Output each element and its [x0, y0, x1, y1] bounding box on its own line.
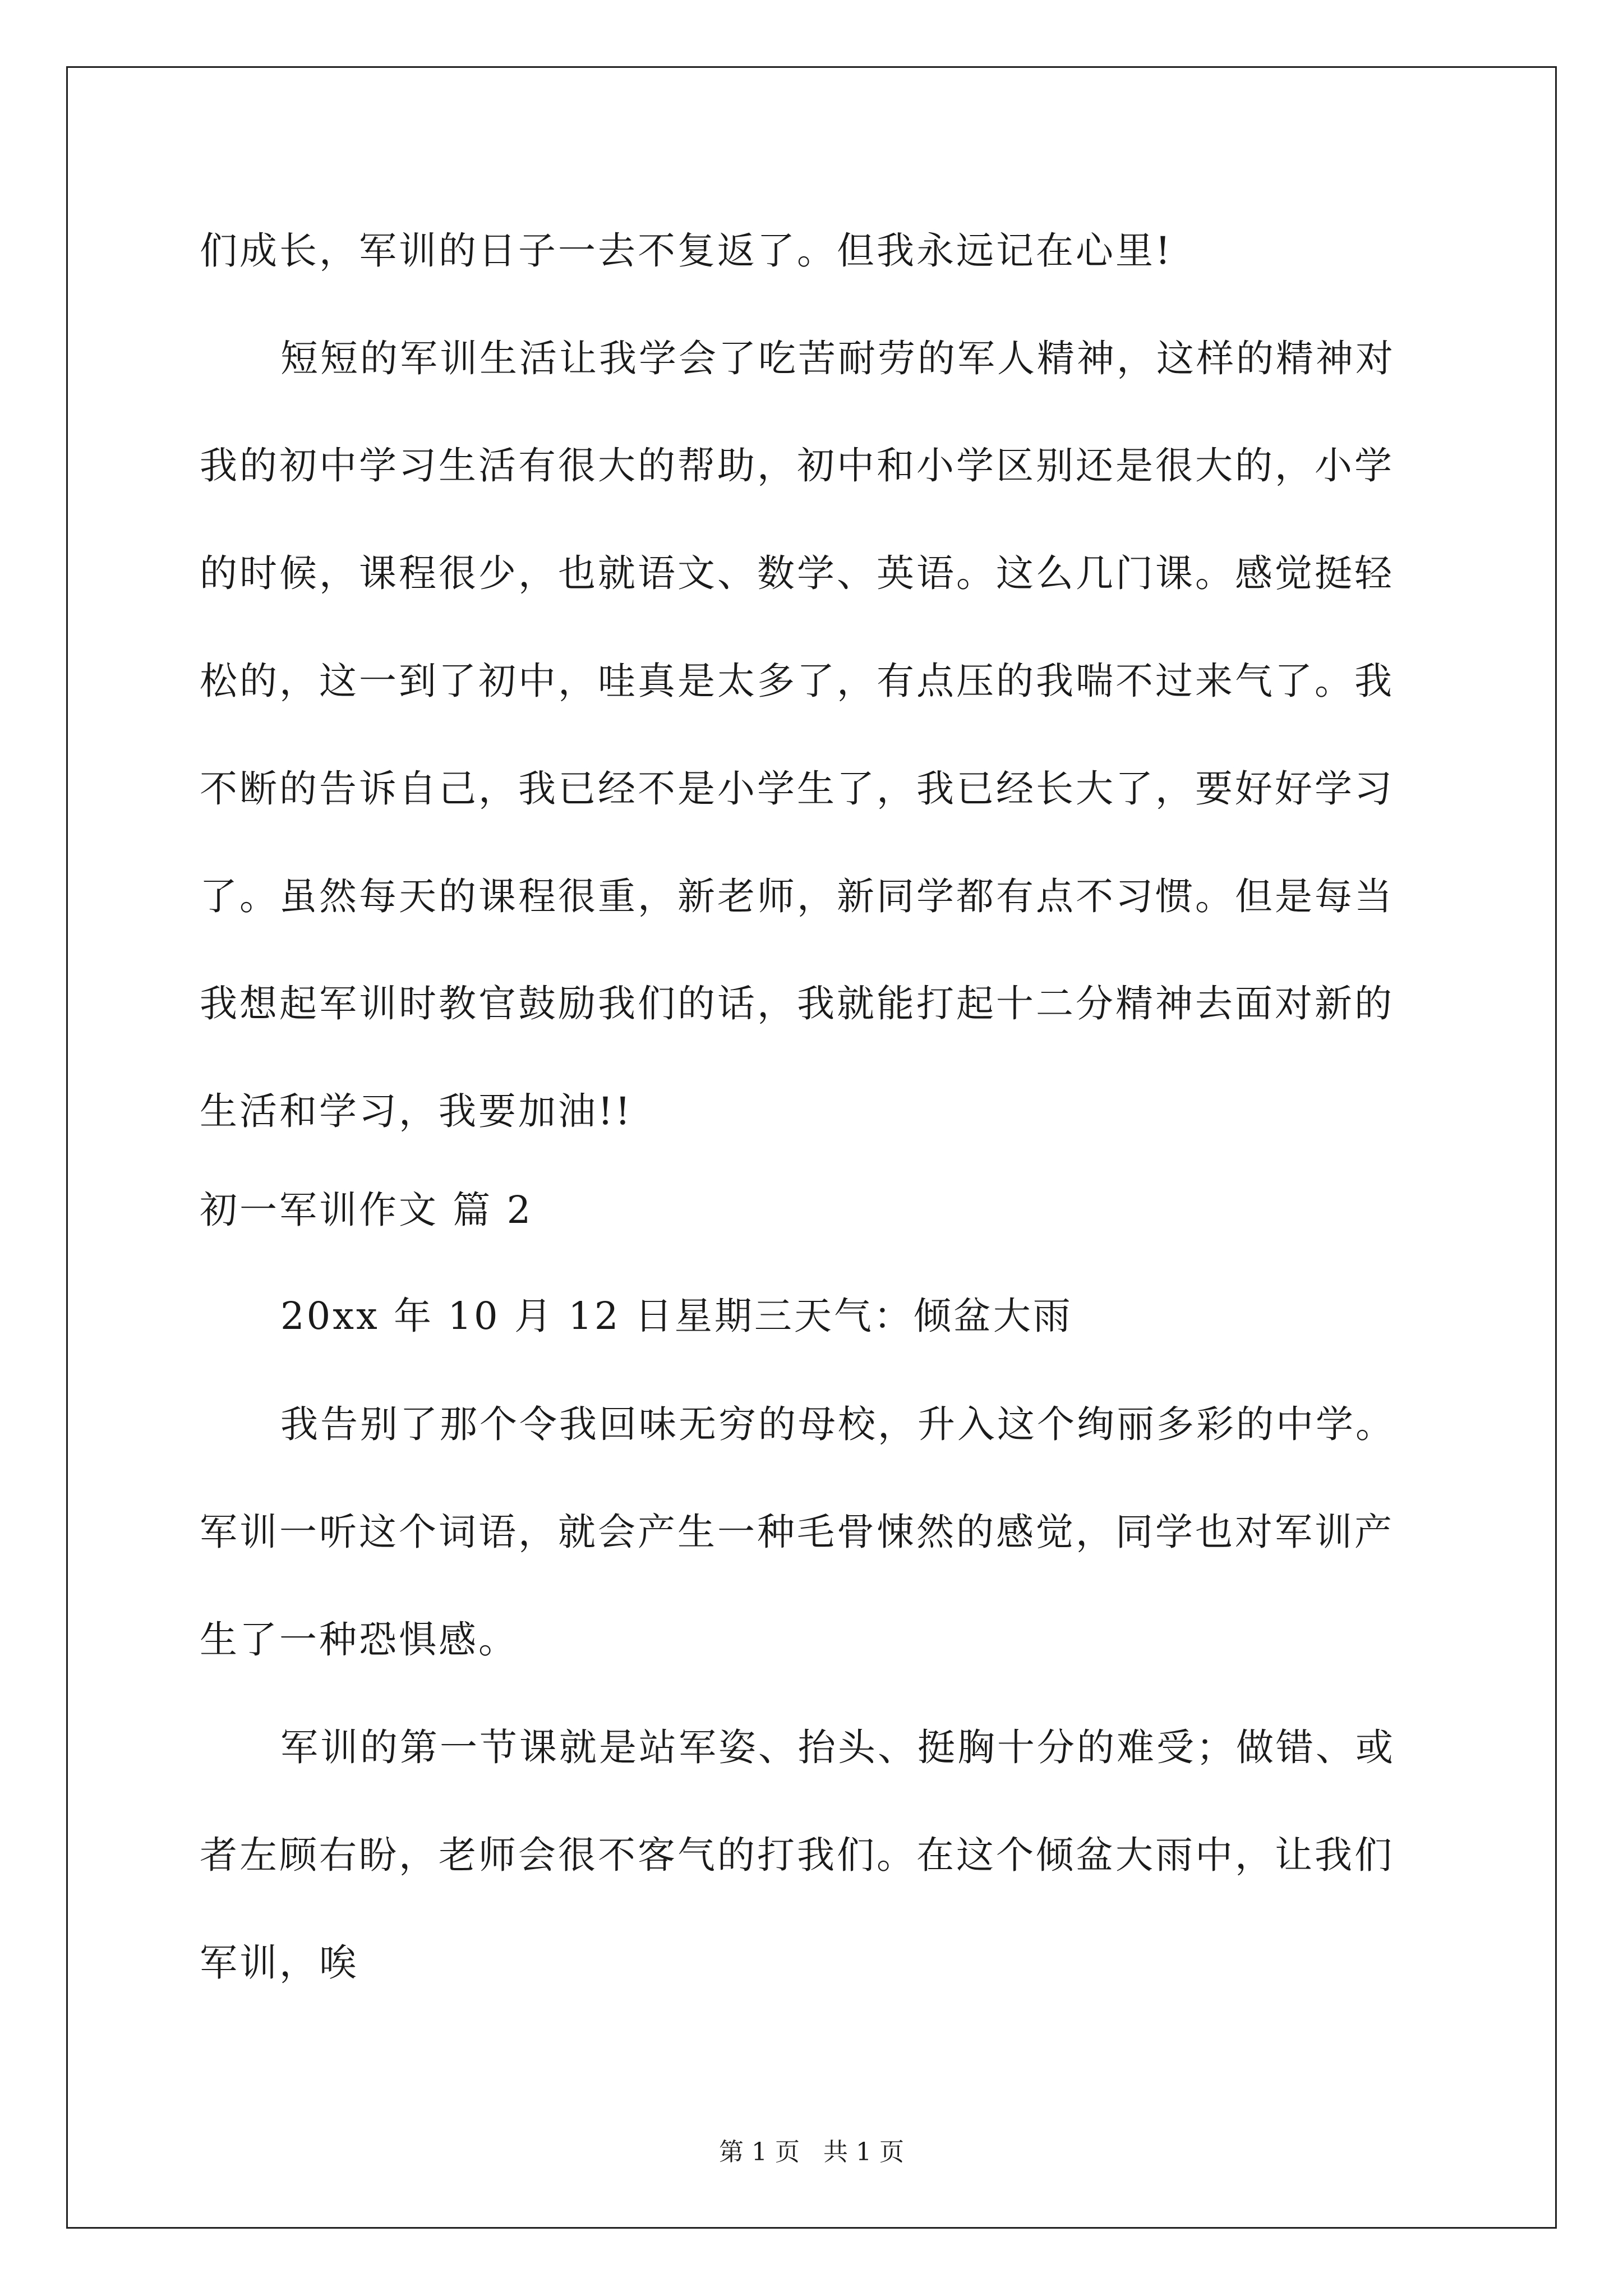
body-line: 不断的告诉自己，我已经不是小学生了，我已经长大了，要好好学习: [200, 767, 1394, 811]
body-line: 军训，唉: [200, 1941, 359, 1985]
body-line: 生了一种恐惧感。: [200, 1618, 518, 1662]
body-line: 们成长，军训的日子一去不复返了。但我永远记在心里!: [200, 229, 1173, 273]
body-line: 者左顾右盼，老师会很不客气的打我们。在这个倾盆大雨中，让我们: [200, 1833, 1394, 1877]
body-line: 短短的军训生活让我学会了吃苦耐劳的军人精神，这样的精神对: [280, 337, 1395, 380]
section-heading: 初一军训作文 篇 2: [200, 1188, 533, 1232]
body-line: 军训的第一节课就是站军姿、抬头、挺胸十分的难受；做错、或: [280, 1726, 1395, 1769]
date-weather-line: 20xx 年 10 月 12 日星期三天气：倾盆大雨: [280, 1294, 1073, 1338]
body-line: 军训一听这个词语，就会产生一种毛骨悚然的感觉，同学也对军训产: [200, 1510, 1394, 1554]
page-border: [66, 66, 1557, 2229]
body-line: 松的，这一到了初中，哇真是太多了，有点压的我喘不过来气了。我: [200, 659, 1394, 703]
body-line: 了。虽然每天的课程很重，新老师，新同学都有点不习惯。但是每当: [200, 875, 1394, 918]
body-line: 我想起军训时教官鼓励我们的话，我就能打起十二分精神去面对新的: [200, 982, 1394, 1025]
body-line: 生活和学习，我要加油!!: [200, 1089, 633, 1133]
page-footer: 第 1 页 共 1 页: [719, 2138, 904, 2166]
body-line: 我的初中学习生活有很大的帮助，初中和小学区别还是很大的，小学: [200, 444, 1394, 487]
body-line: 的时候，课程很少，也就语文、数学、英语。这么几门课。感觉挺轻: [200, 551, 1394, 595]
body-line: 我告别了那个令我回味无穷的母校，升入这个绚丽多彩的中学。: [280, 1402, 1395, 1446]
